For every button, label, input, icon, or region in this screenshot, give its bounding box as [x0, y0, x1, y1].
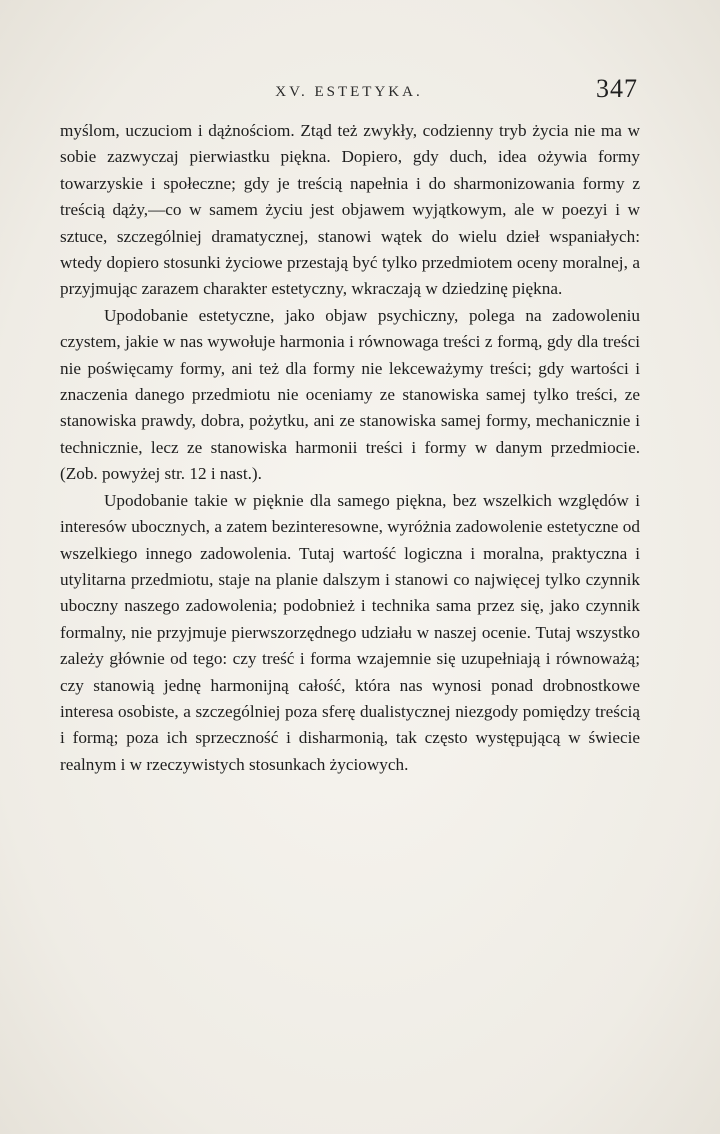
paragraph-3: Upodobanie takie w pięknie dla samego piękna, bez wszelkich względów i interesów ubocznych, a zatem bezinteresowne, wyróżnia zadowolenie estetyczne od wszelkiego innego zadowolenia. Tutaj wartość logiczna i moralna, praktyczna i utylitarna przedmiotu, staje na planie dalszym i stanowi co najwięcej tylko czynnik uboczny naszego zadowolenia; podobnież i technika sama przez się, jako czynnik formalny, nie przyjmuje pierwszorzędnego udziału w naszej ocenie. Tutaj wszystko zależy głównie od tego: czy treść i forma wzajemnie się uzupełniają i równoważą; czy stanowią jednę harmonijną całość, która nas wynosi ponad drobnostkowe interesa osobiste, a szczególniej poza sferę dualistycznej niezgody pomiędzy treścią i formą; poza ich sprzeczność i disharmonią, tak często występującą w świecie realnym i w rzeczywistych stosunkach życiowych. — [60, 490, 640, 774]
running-title: XV. ESTETYKA. — [275, 84, 423, 100]
page-header — [60, 74, 638, 110]
page-number: 347 — [596, 74, 638, 103]
paragraph-1: myślom, uczuciom i dążnościom. Ztąd też zwykły, codzienny tryb życia nie ma w sobie zazwyczaj pierwiastku piękna. Dopiero, gdy duch, idea ożywia formy towarzyskie i społeczne; gdy je treścią napełnia i do sharmonizowania formy z treścią dąży,—co w samem życiu jest objawem wyjątkowym, ale w poezyi i w sztuce, szczególniej dramatycznej, stanowi wątek do wielu dzieł wspaniałych: wtedy dopiero stosunki życiowe przestają być tylko przedmiotem oceny moralnej, a przyjmując zarazem charakter estetyczny, wkraczają w dziedzinę piękna. — [60, 121, 640, 299]
body-text — [60, 118, 640, 778]
paragraph-2: Upodobanie estetyczne, jako objaw psychiczny, polega na zadowoleniu czystem, jakie w nas wywołuje harmonia i równowaga treści z formą, gdy dla treści nie poświęcamy formy, ani też dla formy nie lekceważymy treści; gdy wartości i znaczenia danego przedmiotu nie oceniamy ze stanowiska samej tylko treści, ze stanowiska prawdy, dobra, pożytku, ani ze stanowiska samej formy, mechanicznie i technicznie, lecz ze stanowiska harmonii treści i formy w danym przedmiocie. (Zob. powyżej str. 12 i nast.). — [60, 305, 640, 484]
